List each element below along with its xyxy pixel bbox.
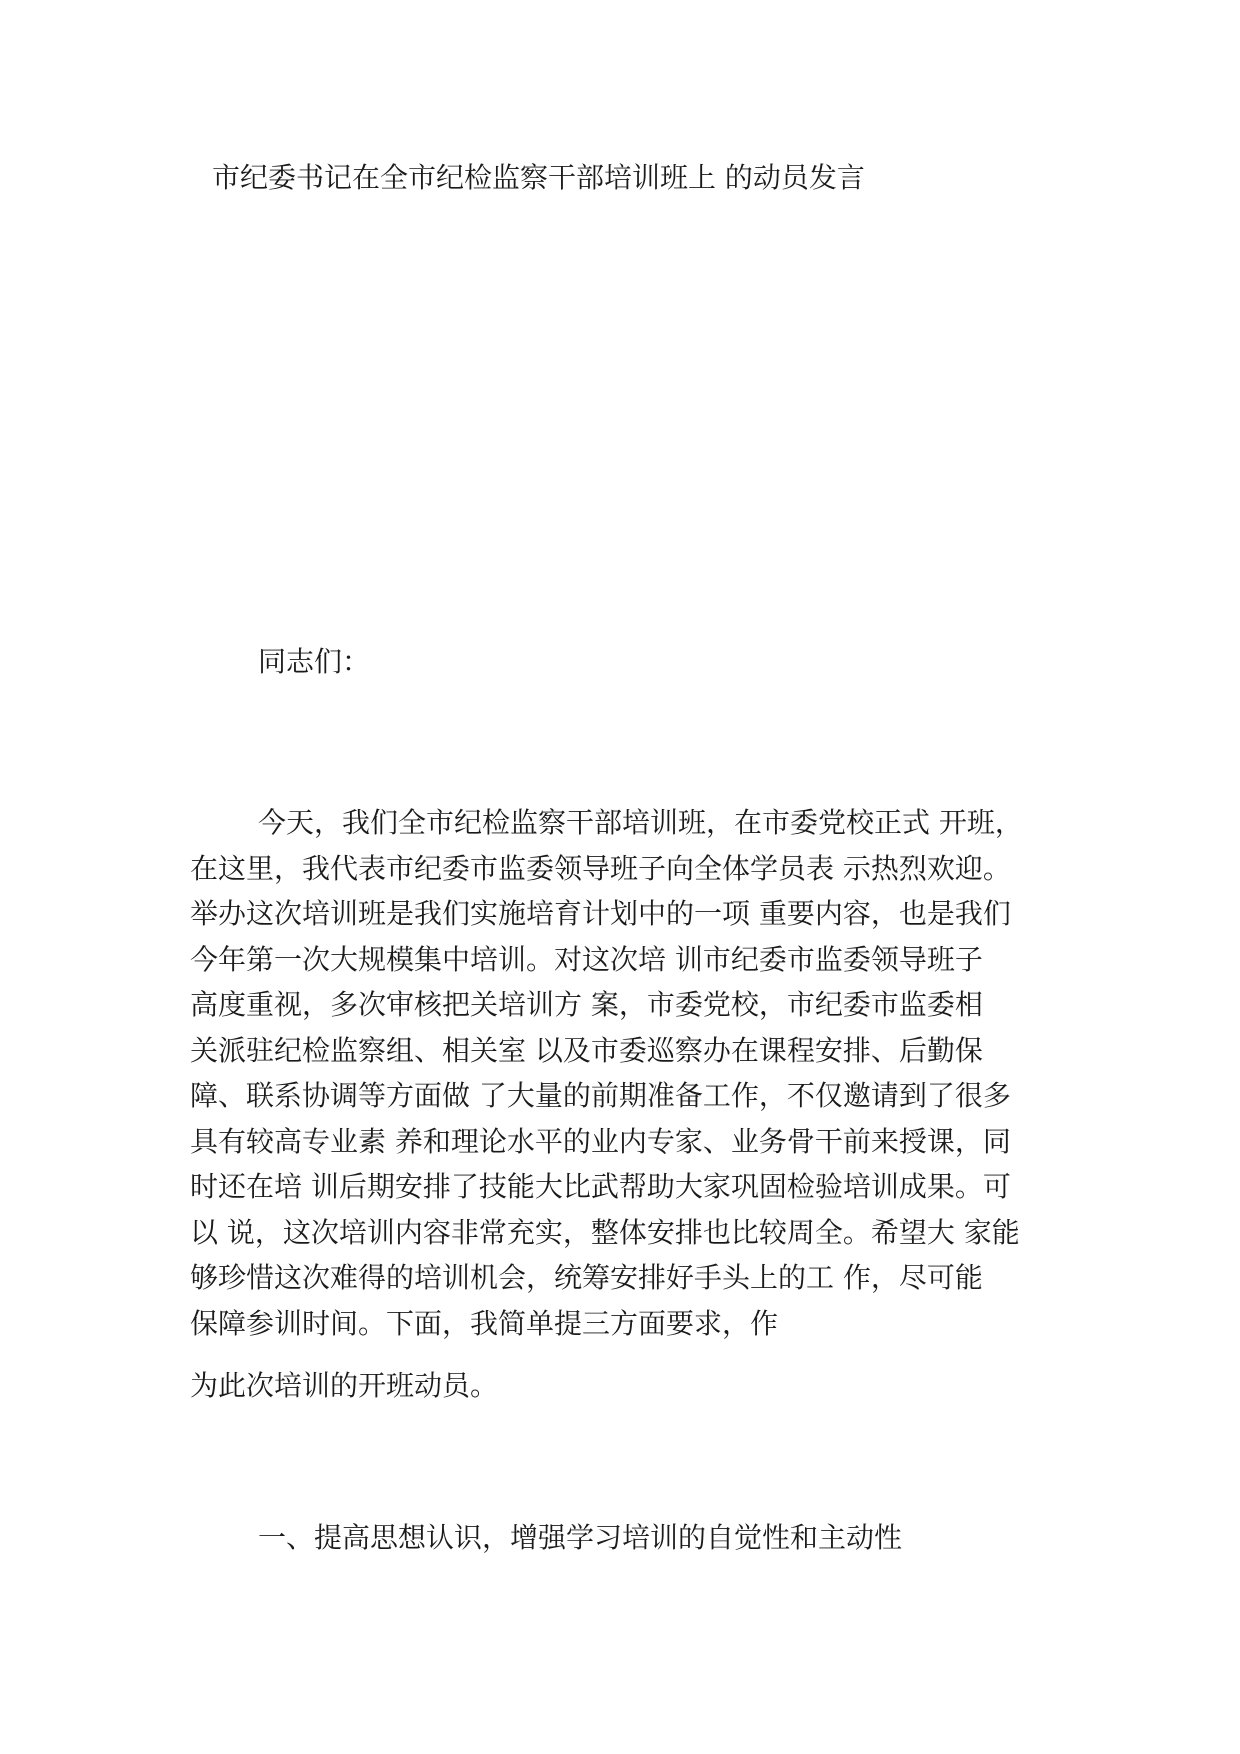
body-paragraph: [190, 800, 1060, 1346]
paragraph-line: 今年第一次大规模集中培训。对这次培 训市纪委市监委领导班子: [190, 942, 983, 976]
section-heading: 一、提高思想认识，增强学习培训的自觉性和主动性: [258, 1521, 903, 1554]
paragraph-line: 以 说，这次培训内容非常充实，整体安排也比较周全。希望大 家能: [190, 1215, 1020, 1249]
paragraph-line: 关派驻纪检监察组、相关室 以及市委巡察办在课程安排、后勤保: [190, 1033, 983, 1067]
document-title: 市纪委书记在全市纪检监察干部培训班上 的动员发言: [212, 161, 865, 194]
paragraph-line: 具有较高专业素 养和理论水平的业内专家、业务骨干前来授课，同: [190, 1124, 1011, 1158]
paragraph-line: 障、联系协调等方面做 了大量的前期准备工作，不仅邀请到了很多: [190, 1079, 1011, 1112]
paragraph-line: 举办这次培训班是我们实施培育计划中的一项 重要内容，也是我们: [190, 897, 1011, 930]
paragraph-line: 时还在培 训后期安排了技能大比武帮助大家巩固检验培训成果。可: [190, 1170, 1011, 1203]
paragraph-line: 在这里，我代表市纪委市监委领导班子向全体学员表 示热烈欢迎。: [190, 851, 1011, 885]
salutation: 同志们：: [258, 645, 371, 678]
paragraph-line: 够珍惜这次难得的培训机会，统筹安排好手头上的工 作，尽可能: [190, 1261, 983, 1294]
paragraph-line: 今天，我们全市纪检监察干部培训班，在市委党校正式 开班，: [258, 806, 1023, 839]
paragraph-tail: 为此次培训的开班动员。: [190, 1369, 499, 1402]
paragraph-line: 高度重视，多次审核把关培训方 案，市委党校，市纪委市监委相: [190, 988, 983, 1021]
paragraph-line: 保障参训时间。下面，我简单提三方面要求，作: [190, 1306, 779, 1340]
